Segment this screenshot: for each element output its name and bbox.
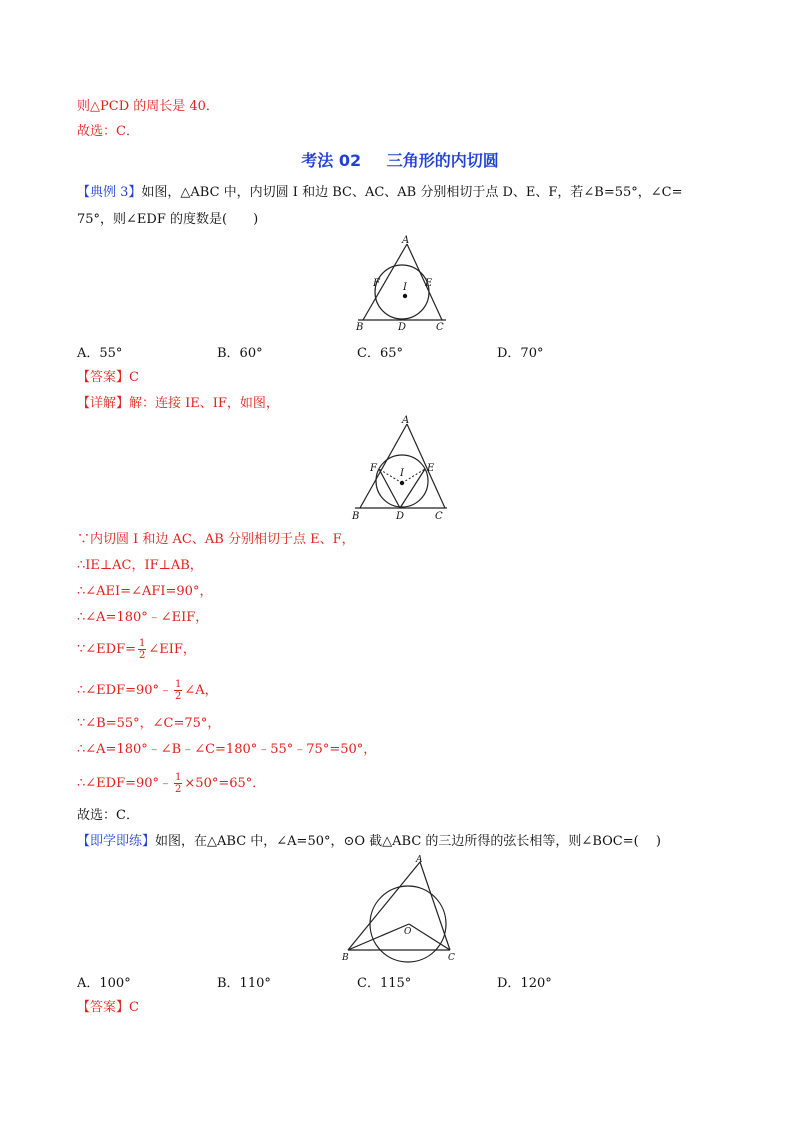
svg-text:C: C bbox=[448, 953, 455, 963]
example-answer bbox=[77, 368, 139, 388]
segment-df bbox=[379, 469, 400, 508]
fraction-half: $\frac{1}{2}$ bbox=[175, 772, 182, 795]
svg-text:C: C bbox=[435, 511, 443, 522]
svg-text:F: F bbox=[370, 463, 377, 474]
example-question-line-1 bbox=[77, 183, 683, 203]
example-figure bbox=[350, 232, 450, 332]
incenter-dot bbox=[403, 294, 407, 298]
practice-options bbox=[77, 972, 637, 991]
incenter-dot bbox=[400, 481, 404, 485]
segment-ob bbox=[348, 924, 409, 950]
answer-tag: 【答案】 bbox=[77, 370, 130, 385]
fraction-half: $\frac{1}{2}$ bbox=[175, 679, 182, 702]
practice-answer: 【答案】C bbox=[77, 1000, 139, 1015]
step-1: ∵内切圆 I 和边 AC、AB 分别相切于点 E、F， bbox=[77, 532, 355, 547]
practice-figure bbox=[338, 852, 468, 964]
svg-text:I: I bbox=[400, 468, 404, 479]
example-text-2: 75°，则∠EDF 的度数是( ) bbox=[77, 212, 259, 227]
detail-tag: 【详解】 bbox=[77, 396, 130, 411]
svg-text:A: A bbox=[416, 855, 423, 865]
example-detail bbox=[77, 394, 279, 414]
example-text-1: 如图，△ABC 中，内切圆 I 和边 BC、AC、AB 分别相切于点 D、E、F，若∠B=55°，∠C= bbox=[141, 185, 683, 200]
example-conclusion: 故选：C． bbox=[77, 808, 139, 823]
side-ab bbox=[363, 244, 407, 320]
step-5: ∵∠EDF= $\frac{1}{2}$ ∠EIF， bbox=[77, 638, 196, 661]
fraction-half: $\frac{1}{2}$ bbox=[139, 638, 146, 661]
side-ac bbox=[420, 862, 450, 950]
example-tag: 【典例 3】 bbox=[77, 185, 142, 200]
example-options bbox=[77, 342, 637, 361]
option-a: A．100° bbox=[77, 976, 131, 991]
prev-line-1: 则△PCD 的周长是 40． bbox=[77, 99, 219, 114]
label-c: C bbox=[436, 322, 444, 332]
svg-text:E: E bbox=[427, 463, 435, 474]
practice-text: 如图，在△ABC 中，∠A=50°，⊙O 截△ABC 的三边所得的弦长相等，则∠BOC=( ) bbox=[155, 834, 661, 849]
step-9: ∴∠EDF=90°﹣ $\frac{1}{2}$ ×50°=65°． bbox=[77, 772, 266, 795]
svg-text:B: B bbox=[342, 953, 349, 963]
section-title bbox=[0, 148, 800, 171]
step-4: ∴∠A=180°﹣∠EIF， bbox=[77, 610, 209, 625]
svg-text:A: A bbox=[402, 415, 410, 426]
detail-intro: 解：连接 IE、IF，如图， bbox=[129, 396, 279, 411]
label-a: A bbox=[402, 235, 410, 246]
step-8: ∴∠A=180°﹣∠B﹣∠C=180°﹣55°﹣75°=50°， bbox=[77, 742, 377, 757]
segment-ie bbox=[402, 469, 425, 483]
section-name: 三角形的内切圆 bbox=[386, 151, 499, 170]
label-b: B bbox=[356, 322, 364, 332]
practice-question bbox=[77, 832, 661, 852]
incircle bbox=[375, 265, 429, 319]
option-c: C．65° bbox=[357, 346, 403, 361]
option-d: D．70° bbox=[497, 346, 544, 361]
option-a: A．55° bbox=[77, 346, 123, 361]
label-i: I bbox=[403, 282, 407, 293]
option-c: C．115° bbox=[357, 976, 412, 991]
step-6: ∴∠EDF=90°﹣ $\frac{1}{2}$ ∠A， bbox=[77, 679, 218, 702]
svg-text:B: B bbox=[352, 511, 360, 522]
svg-text:O: O bbox=[404, 927, 412, 937]
section-number: 考法 02 bbox=[301, 151, 362, 170]
option-b: B．60° bbox=[217, 346, 263, 361]
svg-text:D: D bbox=[396, 511, 405, 522]
step-2: ∴IE⊥AC，IF⊥AB， bbox=[77, 558, 203, 573]
step-7: ∵∠B=55°，∠C=75°， bbox=[77, 716, 221, 731]
option-d: D．120° bbox=[497, 976, 552, 991]
label-f: F bbox=[373, 278, 380, 289]
step-3: ∴∠AEI=∠AFI=90°， bbox=[77, 584, 213, 599]
answer-value: C bbox=[129, 370, 139, 385]
label-e: E bbox=[425, 278, 433, 289]
label-d: D bbox=[398, 322, 407, 332]
practice-tag: 【即学即练】 bbox=[77, 834, 156, 849]
option-b: B．110° bbox=[217, 976, 271, 991]
solution-figure bbox=[345, 412, 455, 524]
prev-conclusion: 故选：C． bbox=[77, 124, 139, 139]
